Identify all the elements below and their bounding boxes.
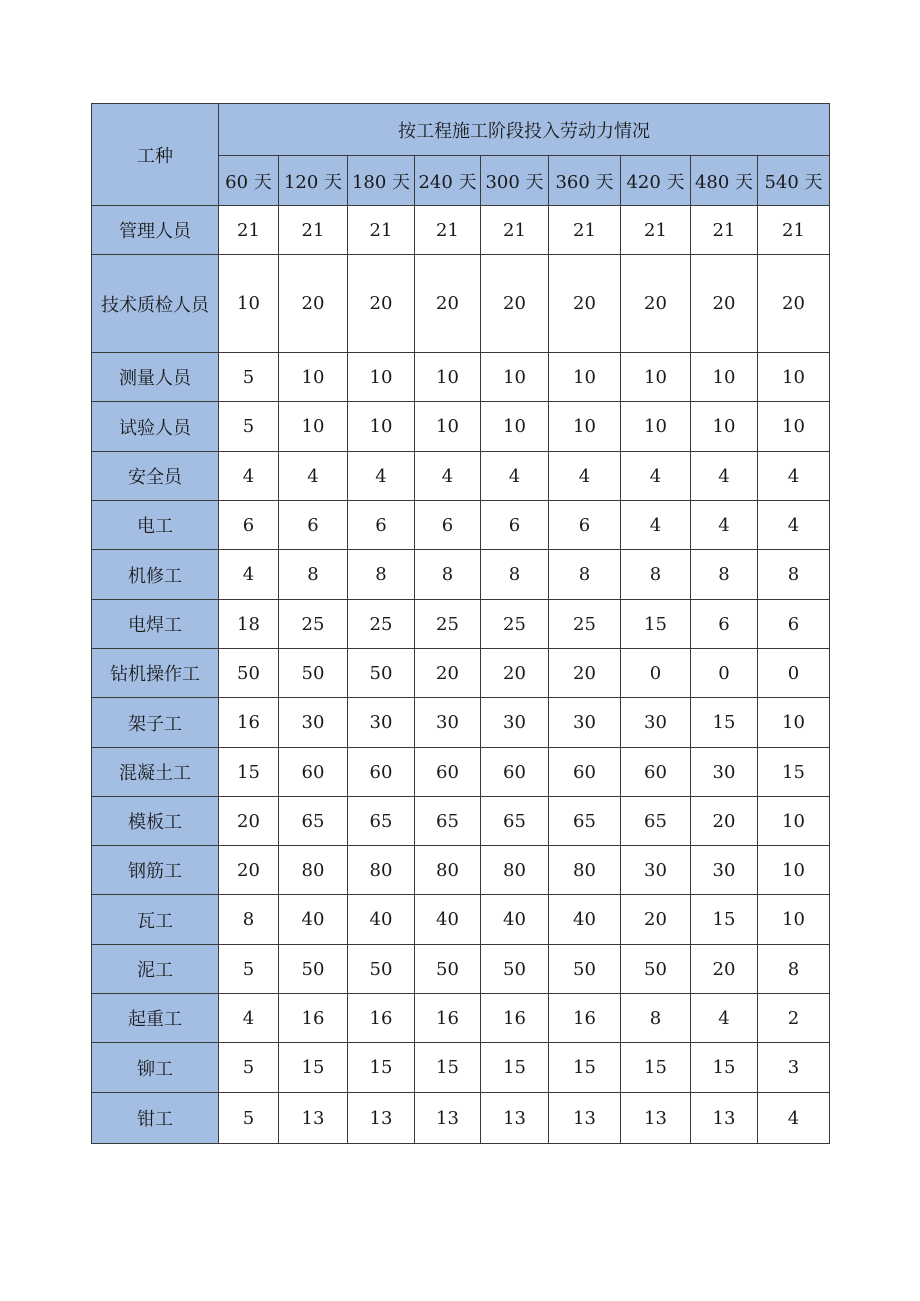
headcount-cell: 0 xyxy=(758,649,830,698)
headcount-cell: 15 xyxy=(691,895,758,945)
headcount-cell: 80 xyxy=(481,846,549,895)
headcount-cell: 5 xyxy=(219,1093,279,1144)
headcount-cell: 20 xyxy=(348,255,415,353)
table-row xyxy=(92,649,830,698)
headcount-cell: 8 xyxy=(758,550,830,600)
trade-name-cell: 安全员 xyxy=(92,452,219,501)
trade-name-cell: 钻机操作工 xyxy=(92,649,219,698)
period-header: 240 天 xyxy=(415,156,481,206)
headcount-cell: 10 xyxy=(758,353,830,402)
headcount-cell: 13 xyxy=(549,1093,621,1144)
headcount-cell: 4 xyxy=(621,501,691,550)
headcount-cell: 16 xyxy=(415,994,481,1043)
table-row xyxy=(92,1043,830,1093)
labor-plan-table xyxy=(91,103,830,1144)
headcount-cell: 20 xyxy=(415,255,481,353)
headcount-cell: 6 xyxy=(758,600,830,649)
headcount-cell: 15 xyxy=(348,1043,415,1093)
period-header: 60 天 xyxy=(219,156,279,206)
headcount-cell: 15 xyxy=(621,600,691,649)
headcount-cell: 50 xyxy=(481,945,549,994)
period-header: 480 天 xyxy=(691,156,758,206)
table-row xyxy=(92,501,830,550)
headcount-cell: 20 xyxy=(481,255,549,353)
period-header: 540 天 xyxy=(758,156,830,206)
headcount-cell: 10 xyxy=(758,402,830,452)
headcount-cell: 60 xyxy=(481,748,549,797)
headcount-cell: 15 xyxy=(279,1043,348,1093)
headcount-cell: 4 xyxy=(219,994,279,1043)
headcount-cell: 8 xyxy=(348,550,415,600)
headcount-cell: 30 xyxy=(621,698,691,748)
headcount-cell: 4 xyxy=(758,501,830,550)
headcount-cell: 20 xyxy=(758,255,830,353)
headcount-cell: 6 xyxy=(279,501,348,550)
headcount-cell: 20 xyxy=(415,649,481,698)
headcount-cell: 4 xyxy=(621,452,691,501)
headcount-cell: 30 xyxy=(691,748,758,797)
headcount-cell: 10 xyxy=(758,797,830,846)
headcount-cell: 10 xyxy=(549,353,621,402)
headcount-cell: 80 xyxy=(348,846,415,895)
trade-name-cell: 机修工 xyxy=(92,550,219,600)
headcount-cell: 25 xyxy=(481,600,549,649)
headcount-cell: 25 xyxy=(415,600,481,649)
table-row xyxy=(92,550,830,600)
headcount-cell: 5 xyxy=(219,402,279,452)
headcount-cell: 21 xyxy=(691,206,758,255)
headcount-cell: 50 xyxy=(279,945,348,994)
headcount-cell: 6 xyxy=(549,501,621,550)
headcount-cell: 8 xyxy=(219,895,279,945)
headcount-cell: 3 xyxy=(758,1043,830,1093)
headcount-cell: 13 xyxy=(348,1093,415,1144)
trade-name-cell: 测量人员 xyxy=(92,353,219,402)
table-row xyxy=(92,846,830,895)
headcount-cell: 40 xyxy=(481,895,549,945)
headcount-cell: 25 xyxy=(279,600,348,649)
headcount-cell: 50 xyxy=(549,945,621,994)
headcount-cell: 21 xyxy=(621,206,691,255)
headcount-cell: 21 xyxy=(279,206,348,255)
headcount-cell: 30 xyxy=(481,698,549,748)
headcount-cell: 15 xyxy=(549,1043,621,1093)
table-row xyxy=(92,353,830,402)
headcount-cell: 15 xyxy=(691,698,758,748)
trade-name-cell: 模板工 xyxy=(92,797,219,846)
headcount-cell: 65 xyxy=(279,797,348,846)
headcount-cell: 65 xyxy=(549,797,621,846)
headcount-cell: 10 xyxy=(621,353,691,402)
trade-name-cell: 瓦工 xyxy=(92,895,219,945)
headcount-cell: 15 xyxy=(481,1043,549,1093)
headcount-cell: 40 xyxy=(415,895,481,945)
headcount-cell: 25 xyxy=(348,600,415,649)
headcount-cell: 4 xyxy=(348,452,415,501)
table-row xyxy=(92,994,830,1043)
headcount-cell: 13 xyxy=(279,1093,348,1144)
headcount-cell: 10 xyxy=(219,255,279,353)
headcount-cell: 65 xyxy=(481,797,549,846)
trade-name-cell: 电焊工 xyxy=(92,600,219,649)
headcount-cell: 20 xyxy=(621,895,691,945)
headcount-cell: 6 xyxy=(348,501,415,550)
trade-name-cell: 技术质检人员 xyxy=(92,255,219,353)
headcount-cell: 21 xyxy=(415,206,481,255)
period-header: 120 天 xyxy=(279,156,348,206)
headcount-cell: 20 xyxy=(549,255,621,353)
table-row xyxy=(92,895,830,945)
table-row xyxy=(92,255,830,353)
headcount-cell: 10 xyxy=(348,353,415,402)
period-header: 360 天 xyxy=(549,156,621,206)
headcount-cell: 4 xyxy=(758,1093,830,1144)
trade-name-cell: 试验人员 xyxy=(92,402,219,452)
headcount-cell: 6 xyxy=(691,600,758,649)
headcount-cell: 13 xyxy=(415,1093,481,1144)
headcount-cell: 20 xyxy=(219,846,279,895)
headcount-cell: 6 xyxy=(415,501,481,550)
headcount-cell: 50 xyxy=(279,649,348,698)
trade-name-cell: 混凝土工 xyxy=(92,748,219,797)
trade-name-cell: 泥工 xyxy=(92,945,219,994)
headcount-cell: 15 xyxy=(691,1043,758,1093)
headcount-cell: 15 xyxy=(219,748,279,797)
period-title-header: 按工程施工阶段投入劳动力情况 xyxy=(219,104,830,156)
headcount-cell: 40 xyxy=(549,895,621,945)
headcount-cell: 10 xyxy=(691,402,758,452)
period-header: 420 天 xyxy=(621,156,691,206)
headcount-cell: 4 xyxy=(691,994,758,1043)
table-row xyxy=(92,698,830,748)
headcount-cell: 20 xyxy=(481,649,549,698)
headcount-cell: 8 xyxy=(691,550,758,600)
headcount-cell: 10 xyxy=(279,402,348,452)
headcount-cell: 8 xyxy=(621,550,691,600)
headcount-cell: 8 xyxy=(481,550,549,600)
headcount-cell: 10 xyxy=(415,402,481,452)
headcount-cell: 4 xyxy=(415,452,481,501)
headcount-cell: 8 xyxy=(415,550,481,600)
headcount-cell: 60 xyxy=(621,748,691,797)
trade-name-cell: 起重工 xyxy=(92,994,219,1043)
period-header: 180 天 xyxy=(348,156,415,206)
headcount-cell: 6 xyxy=(481,501,549,550)
headcount-cell: 13 xyxy=(691,1093,758,1144)
headcount-cell: 30 xyxy=(549,698,621,748)
header-row-title xyxy=(92,104,830,156)
headcount-cell: 4 xyxy=(279,452,348,501)
headcount-cell: 10 xyxy=(279,353,348,402)
headcount-cell: 30 xyxy=(279,698,348,748)
headcount-cell: 8 xyxy=(549,550,621,600)
headcount-cell: 50 xyxy=(219,649,279,698)
headcount-cell: 6 xyxy=(219,501,279,550)
headcount-cell: 20 xyxy=(279,255,348,353)
headcount-cell: 4 xyxy=(481,452,549,501)
headcount-cell: 8 xyxy=(621,994,691,1043)
table-row xyxy=(92,945,830,994)
headcount-cell: 20 xyxy=(691,255,758,353)
headcount-cell: 30 xyxy=(621,846,691,895)
headcount-cell: 15 xyxy=(758,748,830,797)
table-row xyxy=(92,797,830,846)
headcount-cell: 65 xyxy=(415,797,481,846)
headcount-cell: 21 xyxy=(549,206,621,255)
headcount-cell: 20 xyxy=(219,797,279,846)
headcount-cell: 40 xyxy=(279,895,348,945)
table-row xyxy=(92,402,830,452)
headcount-cell: 16 xyxy=(279,994,348,1043)
headcount-cell: 10 xyxy=(758,698,830,748)
headcount-cell: 30 xyxy=(348,698,415,748)
headcount-cell: 60 xyxy=(348,748,415,797)
headcount-cell: 2 xyxy=(758,994,830,1043)
table-row xyxy=(92,206,830,255)
headcount-cell: 10 xyxy=(621,402,691,452)
headcount-cell: 4 xyxy=(219,452,279,501)
headcount-cell: 15 xyxy=(415,1043,481,1093)
headcount-cell: 40 xyxy=(348,895,415,945)
headcount-cell: 21 xyxy=(758,206,830,255)
headcount-cell: 21 xyxy=(481,206,549,255)
table-row xyxy=(92,600,830,649)
headcount-cell: 20 xyxy=(691,797,758,846)
headcount-cell: 0 xyxy=(621,649,691,698)
headcount-cell: 0 xyxy=(691,649,758,698)
headcount-cell: 60 xyxy=(415,748,481,797)
headcount-cell: 50 xyxy=(348,945,415,994)
trade-name-cell: 架子工 xyxy=(92,698,219,748)
headcount-cell: 80 xyxy=(549,846,621,895)
headcount-cell: 50 xyxy=(415,945,481,994)
headcount-cell: 20 xyxy=(621,255,691,353)
headcount-cell: 25 xyxy=(549,600,621,649)
headcount-cell: 30 xyxy=(415,698,481,748)
headcount-cell: 18 xyxy=(219,600,279,649)
headcount-cell: 16 xyxy=(549,994,621,1043)
headcount-cell: 8 xyxy=(279,550,348,600)
headcount-cell: 4 xyxy=(691,501,758,550)
headcount-cell: 10 xyxy=(481,353,549,402)
trade-name-cell: 钢筋工 xyxy=(92,846,219,895)
headcount-cell: 10 xyxy=(758,846,830,895)
headcount-cell: 5 xyxy=(219,945,279,994)
headcount-cell: 13 xyxy=(621,1093,691,1144)
headcount-cell: 8 xyxy=(758,945,830,994)
headcount-cell: 65 xyxy=(348,797,415,846)
headcount-cell: 20 xyxy=(549,649,621,698)
headcount-cell: 4 xyxy=(219,550,279,600)
headcount-cell: 50 xyxy=(621,945,691,994)
headcount-cell: 4 xyxy=(758,452,830,501)
table-row xyxy=(92,452,830,501)
trade-name-cell: 钳工 xyxy=(92,1093,219,1144)
trade-column-header: 工种 xyxy=(92,104,219,206)
headcount-cell: 10 xyxy=(415,353,481,402)
headcount-cell: 60 xyxy=(279,748,348,797)
trade-name-cell: 铆工 xyxy=(92,1043,219,1093)
headcount-cell: 21 xyxy=(348,206,415,255)
headcount-cell: 10 xyxy=(481,402,549,452)
trade-name-cell: 管理人员 xyxy=(92,206,219,255)
headcount-cell: 4 xyxy=(691,452,758,501)
headcount-cell: 10 xyxy=(348,402,415,452)
headcount-cell: 20 xyxy=(691,945,758,994)
headcount-cell: 60 xyxy=(549,748,621,797)
table-row xyxy=(92,1093,830,1144)
headcount-cell: 15 xyxy=(621,1043,691,1093)
period-header: 300 天 xyxy=(481,156,549,206)
headcount-cell: 10 xyxy=(758,895,830,945)
headcount-cell: 65 xyxy=(621,797,691,846)
headcount-cell: 30 xyxy=(691,846,758,895)
headcount-cell: 10 xyxy=(691,353,758,402)
headcount-cell: 4 xyxy=(549,452,621,501)
headcount-cell: 10 xyxy=(549,402,621,452)
headcount-cell: 80 xyxy=(415,846,481,895)
headcount-cell: 16 xyxy=(348,994,415,1043)
trade-name-cell: 电工 xyxy=(92,501,219,550)
table-row xyxy=(92,748,830,797)
headcount-cell: 80 xyxy=(279,846,348,895)
headcount-cell: 13 xyxy=(481,1093,549,1144)
headcount-cell: 50 xyxy=(348,649,415,698)
headcount-cell: 16 xyxy=(481,994,549,1043)
headcount-cell: 5 xyxy=(219,1043,279,1093)
headcount-cell: 21 xyxy=(219,206,279,255)
headcount-cell: 5 xyxy=(219,353,279,402)
headcount-cell: 16 xyxy=(219,698,279,748)
table-body xyxy=(92,104,830,1144)
